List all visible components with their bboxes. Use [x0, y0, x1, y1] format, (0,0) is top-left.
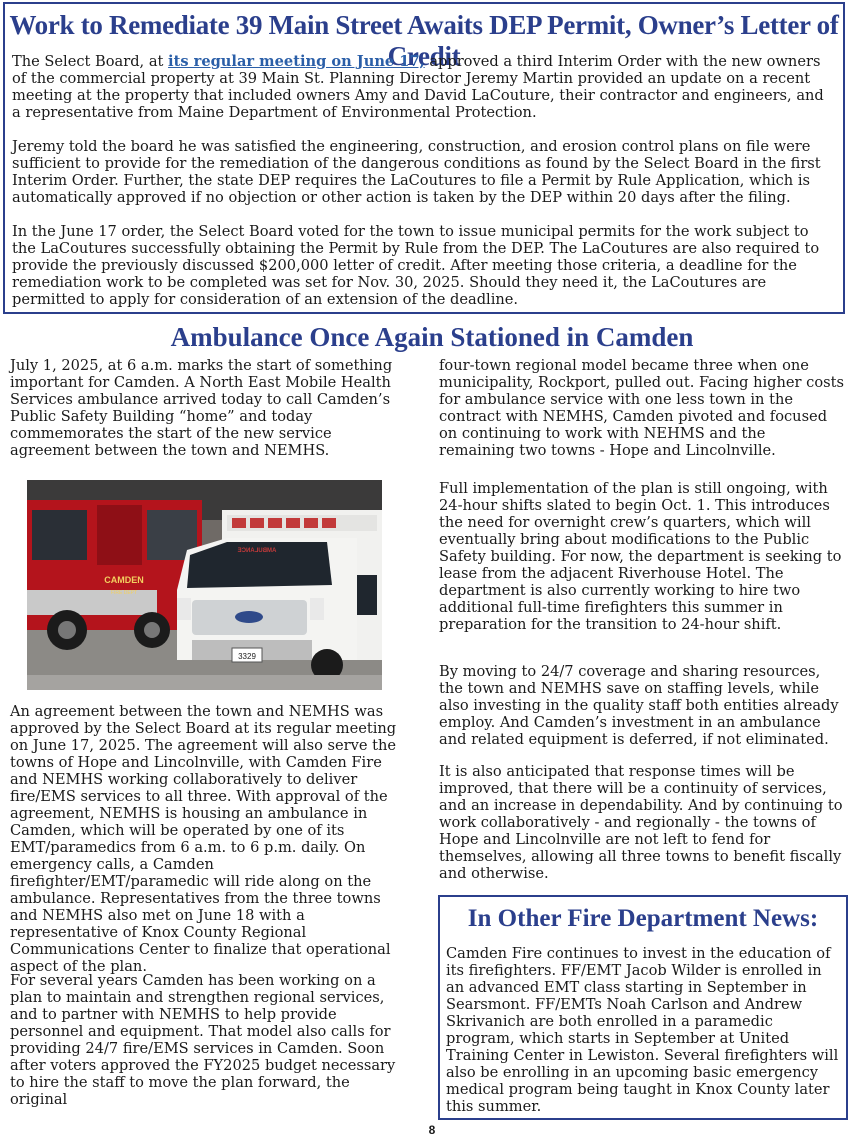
page-number: 8 [428, 1123, 436, 1137]
ambulance-photo [27, 480, 382, 690]
ambulance-mirror-lettering: AMBULANCE [237, 548, 277, 554]
license-plate: 3329 [238, 652, 256, 661]
meeting-link[interactable]: its regular meeting on June 17, [168, 53, 425, 70]
paragraph: It is also anticipated that response times will be improved, that there will be a continuity of services, and an increase in dependability. And by continuing to work collaboratively - and regionally - the towns of Hope and Lincolnville are not left to fend for themselves, allowing all three towns to benefit fiscally and otherwise. [439, 763, 843, 882]
paragraph: By moving to 24/7 coverage and sharing resources, the town and NEMHS save on staffing levels, while also investing in the quality staff both entities already employ. And Camden’s investment in an ambulance and related equipment is deferred, if not eliminated. [439, 663, 839, 748]
sidebar-body: Camden Fire continues to invest in the education of its firefighters. FF/EMT Jacob Wilder is enrolled in an advanced EMT class starting in September in Searsmont. FF/EMTs Noah Carlson and Andrew Skrivanich are both enrolled in a paramedic program, which starts in September at United Training Center in Lewiston. Several firefighters will also be enrolling in an upcoming basic emergency medical program being taught in Knox County later this summer. [446, 945, 839, 1115]
paragraph: In the June 17 order, the Select Board voted for the town to issue municipal permits for the work subject to the LaCoutures successfully obtaining the Permit by Rule from the DEP. The LaCoutures are also required to provide the previously discussed $200,000 letter of credit. After meeting those criteria, a deadline for the remediation work to be completed was set for Nov. 30, 2025. Should they need it, the LaCoutures are permitted to apply for consideration of an extension of the deadline. [12, 223, 820, 308]
fire-department-news-box [438, 895, 848, 1120]
ambulance-photo-illustration [27, 480, 382, 690]
fire-truck-lettering: CAMDEN [104, 575, 144, 585]
article-box-39-main [3, 2, 845, 314]
paragraph: Jeremy told the board he was satisfied the engineering, construction, and erosion control plans on file were sufficient to provide for the remediation of the dangerous conditions as found by the Select Board in the first Interim Order. Further, the state DEP requires the LaCoutures to file a Permit by Rule Application, which is automatically approved if no objection or other action is taken by the DEP within 20 days after the filing. [12, 138, 821, 206]
paragraph: four-town regional model became three when one municipality, Rockport, pulled out. Facing higher costs for ambulance service with one less town in the contract with NEMHS, Camden pivoted and focused on continuing to work with NEHMS and the remaining two towns - Hope and Lincolnville. [439, 357, 844, 459]
paragraph: Full implementation of the plan is still ongoing, with 24-hour shifts slated to begin Oct. 1. This introduces the need for overnight crew’s quarters, which will eventually bring about modifications to the Public Safety building. For now, the department is seeking to lease from the adjacent Riverhouse Hotel. The department is also currently working to hire two additional full-time firefighters this summer in preparation for the transition to 24-hour shift. [439, 480, 842, 633]
paragraph: July 1, 2025, at 6 a.m. marks the start of something important for Camden. A North East Mobile Health Services ambulance arrived today to call Camden’s Public Safety Building “home” and today commemorates the start of the new service agreement between the town and NEMHS. [10, 357, 393, 459]
paragraph: For several years Camden has been working on a plan to maintain and strengthen regional services, and to partner with NEMHS to help provide personnel and equipment. That model also calls for providing 24/7 fire/EMS services in Camden. Soon after voters approved the FY2025 budget necessary to hire the staff to move the plan forward, the original [10, 972, 396, 1108]
article-title-39-main: Work to Remediate 39 Main Street Awaits DEP Permit, Owner’s Letter of Credit [9, 10, 839, 71]
paragraph: An agreement between the town and NEMHS was approved by the Select Board at its regular meeting on June 17, 2025. The agreement will also serve the towns of Hope and Lincolnville, with Camden Fire and NEMHS working collaboratively to deliver fire/EMS services to all three. With approval of the agreement, NEMHS is housing an ambulance in Camden, which will be operated by one of its EMT/paramedics from 6 a.m. to 6 p.m. daily. On emergency calls, a Camden firefighter/EMT/paramedic will ride along on the ambulance. Representatives from the three towns and NEMHS also met on June 18 with a representative of Knox County Regional Communications Center to finalize that operational aspect of the plan. [10, 703, 397, 975]
sidebar-title: In Other Fire Department News: [467, 905, 819, 932]
article-title-ambulance: Ambulance Once Again Stationed in Camden [170, 322, 694, 352]
text: approved a third Interim Order with the new owners of the commercial property at 39 Main St. Planning Director Jeremy Martin provided an update on a recent meeting at the property that included owners Amy and David LaCouture, their contractor and engineers, and a representative from Maine Department of Environmental Protection. [12, 53, 824, 121]
paragraph [12, 53, 832, 121]
text: The Select Board, at [12, 53, 169, 70]
fire-truck-sub-lettering: FIRE DEPT [110, 590, 138, 596]
